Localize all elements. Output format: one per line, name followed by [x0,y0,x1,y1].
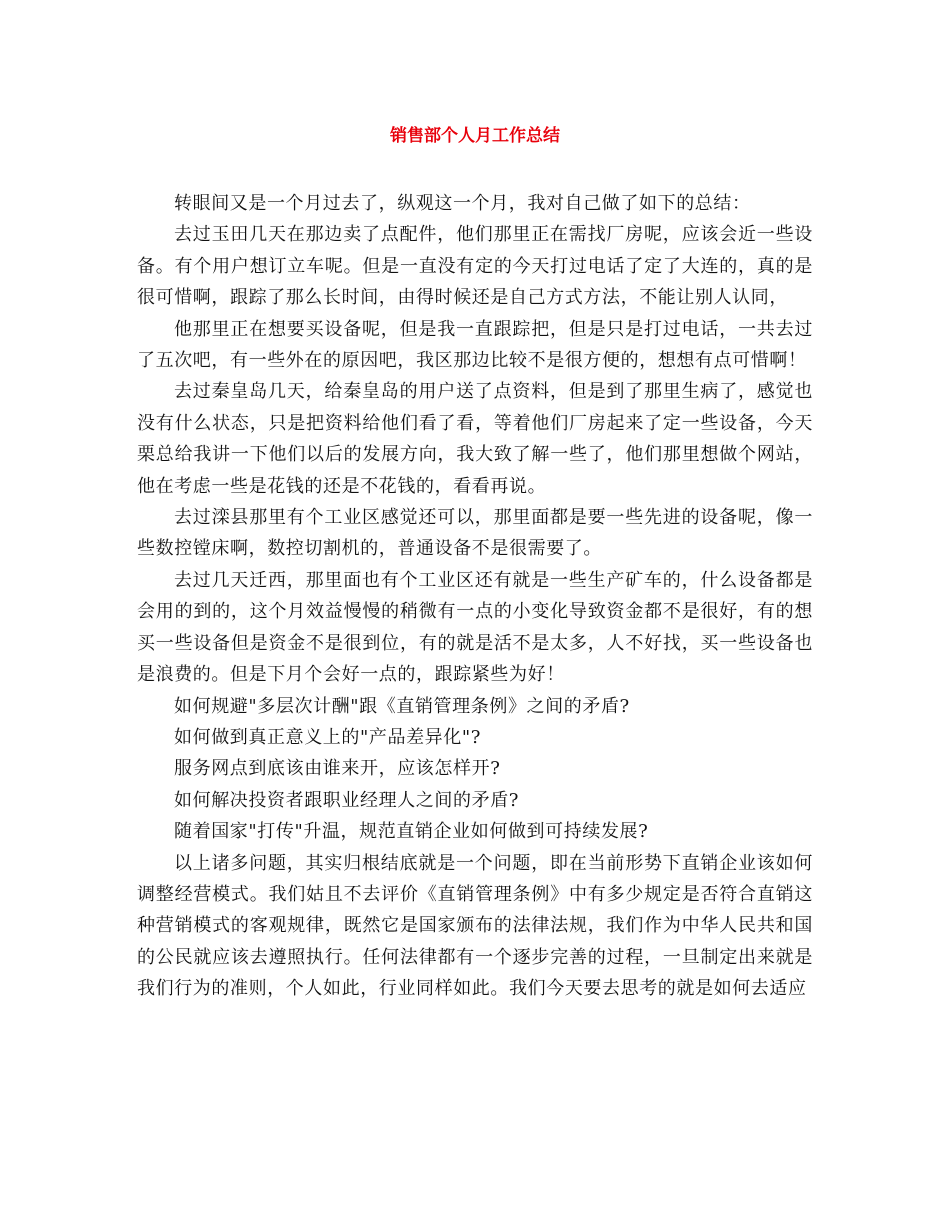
paragraph: 去过玉田几天在那边卖了点配件，他们那里正在需找厂房呢，应该会近一些设备。有个用户想订立车呢。但是一直没有定的今天打过电话了定了大连的，真的是很可惜啊，跟踪了那么长时间，由得时候还是自己方式方法，不能让别人认同， [137,224,813,309]
paragraph: 去过几天迁西，那里面也有个工业区还有就是一些生产矿车的，什么设备都是会用的到的，这个月效益慢慢的稍微有一点的小变化导致资金都不是很好，有的想买一些设备但是资金不是很到位，有的就是活不是太多，人不好找，买一些设备也是浪费的。但是下月个会好一点的，跟踪紧些为好！ [137,569,813,686]
document-body [137,188,813,1005]
paragraph: 去过滦县那里有个工业区感觉还可以，那里面都是要一些先进的设备呢，像一些数控镗床啊，数控切割机的，普通设备不是很需要了。 [137,507,813,560]
question-item: 服务网点到底该由谁来开，应该怎样开? [174,758,501,780]
document-title: 销售部个人月工作总结 [390,126,560,146]
question-item: 如何解决投资者跟职业经理人之间的矛盾? [174,789,520,811]
question-item: 如何做到真正意义上的"产品差异化"? [174,726,482,748]
paragraph: 转眼间又是一个月过去了，纵观这一个月，我对自己做了如下的总结： [174,193,751,214]
paragraph: 以上诸多问题，其实归根结底就是一个问题，即在当前形势下直销企业该如何调整经营模式。我们姑且不去评价《直销管理条例》中有多少规定是否符合直销这种营销模式的客观规律，既然它是国家颁布的法律法规，我们作为中华人民共和国的公民就应该去遵照执行。任何法律都有一个逐步完善的过程，一旦制定出来就是我们行为的准则，个人如此，行业同样如此。我们今天要去思考的就是如何去适应 [137,852,813,1000]
question-item: 如何规避"多层次计酬"跟《直销管理条例》之间的矛盾? [174,695,630,717]
paragraph: 去过秦皇岛几天，给秦皇岛的用户送了点资料，但是到了那里生病了，感觉也没有什么状态，只是把资料给他们看了看，等着他们厂房起来了定一些设备，今天栗总给我讲一下他们以后的发展方向，我大致了解一些了，他们那里想做个网站，他在考虑一些是花钱的还是不花钱的，看看再说。 [137,381,813,497]
paragraph: 他那里正在想要买设备呢，但是我一直跟踪把，但是只是打过电话，一共去过了五次吧，有一些外在的原因吧，我区那边比较不是很方便的，想想有点可惜啊！ [137,318,813,372]
question-item: 随着国家"打传"升温，规范直销企业如何做到可持续发展? [174,821,649,843]
